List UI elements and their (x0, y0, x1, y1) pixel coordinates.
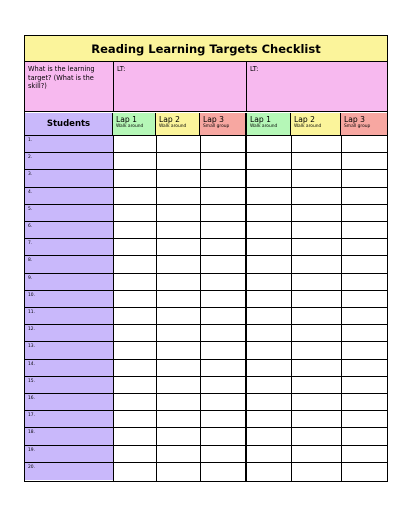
student-name-cell[interactable] (25, 274, 113, 291)
learning-target-question: What is the learning target? (What is the skill?) (25, 62, 114, 112)
student-name-cell[interactable] (25, 153, 113, 170)
student-name-cell[interactable] (25, 411, 113, 428)
student-name-cell[interactable] (25, 136, 113, 153)
lap-label: Lap 3 (344, 115, 365, 124)
students-header: Students (25, 113, 113, 136)
column-divider (291, 136, 292, 481)
row-number: 20. (28, 464, 35, 470)
student-name-cell[interactable] (25, 222, 113, 239)
row-number: 5. (28, 206, 33, 212)
lap-header-5 (291, 113, 341, 136)
row-number: 14. (28, 361, 35, 367)
row-number: 15. (28, 378, 35, 384)
student-name-cell[interactable] (25, 205, 113, 222)
lap-sublabel: Walk around (116, 124, 144, 129)
student-name-cell[interactable] (25, 308, 113, 325)
row-number: 4. (28, 189, 33, 195)
learning-target-2-field[interactable]: LT: (247, 62, 387, 112)
student-name-cell[interactable] (25, 188, 113, 205)
student-name-cell[interactable] (25, 377, 113, 394)
student-name-cell[interactable] (25, 256, 113, 273)
column-divider (200, 136, 201, 481)
row-number: 18. (28, 430, 35, 436)
lap-label: Lap 3 (203, 115, 224, 124)
checklist-title: Reading Learning Targets Checklist (25, 36, 387, 62)
student-name-cell[interactable] (25, 239, 113, 256)
student-name-cell[interactable] (25, 170, 113, 187)
student-name-cell[interactable] (25, 342, 113, 359)
lap-sublabel: Small group (344, 124, 371, 129)
lap-label: Lap 2 (294, 115, 315, 124)
student-name-cell[interactable] (25, 428, 113, 445)
student-name-cell[interactable] (25, 291, 113, 308)
student-name-cell[interactable] (25, 463, 113, 480)
checklist-sheet (24, 35, 388, 482)
row-number: 13. (28, 344, 35, 350)
column-divider (341, 136, 342, 481)
student-name-cell[interactable] (25, 360, 113, 377)
student-name-cell[interactable] (25, 394, 113, 411)
row-number: 19. (28, 447, 35, 453)
row-number: 10. (28, 292, 35, 298)
learning-target-1-field[interactable]: LT: (114, 62, 247, 112)
student-name-cell[interactable] (25, 325, 113, 342)
column-divider (156, 136, 157, 481)
row-number: 8. (28, 258, 33, 264)
row-number: 17. (28, 413, 35, 419)
lap-header-3 (200, 113, 246, 136)
lap-sublabel: Walk around (250, 124, 278, 129)
row-number: 12. (28, 327, 35, 333)
lap-label: Lap 2 (159, 115, 180, 124)
column-divider (245, 136, 247, 481)
row-number: 16. (28, 396, 35, 401)
lap-sublabel: Small group (203, 124, 230, 129)
lap-sublabel: Walk around (159, 124, 187, 129)
lap-header-2 (156, 113, 200, 136)
lap-sublabel: Walk around (294, 124, 322, 129)
row-number: 7. (28, 241, 33, 247)
row-number: 3. (28, 172, 33, 178)
lap-label: Lap 1 (250, 115, 271, 124)
student-name-cell[interactable] (25, 446, 113, 463)
row-number: 9. (28, 275, 33, 281)
lap-header-6 (341, 113, 387, 136)
lap-label: Lap 1 (116, 115, 137, 124)
column-divider (113, 136, 114, 481)
row-number: 11. (28, 310, 35, 315)
row-number: 6. (28, 224, 33, 229)
lap-header-1 (113, 113, 156, 136)
row-number: 1. (28, 138, 33, 143)
row-number: 2. (28, 155, 33, 161)
lap-header-4 (246, 113, 291, 136)
